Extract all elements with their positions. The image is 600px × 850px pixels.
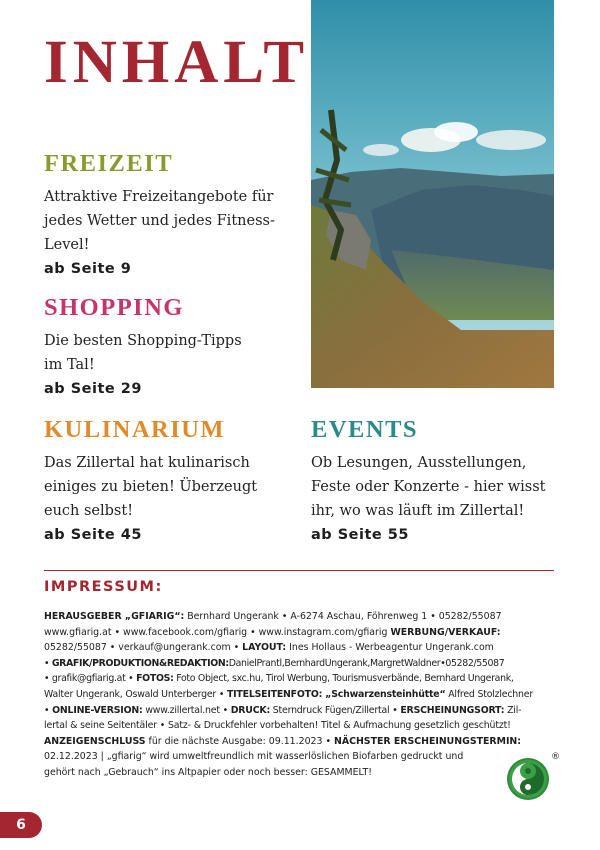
impressum-line: lertal & seine Seitentäler • Satz- & Druckfehler vorbehalten! Titel & Aufmachung gesetzlich geschützt! (44, 720, 511, 732)
page-title: INHALT (44, 29, 310, 96)
section-events (311, 418, 546, 543)
text-line: jedes Wetter und jedes Fitness- (44, 212, 275, 229)
impressum-text (44, 609, 554, 781)
section-heading: EVENTS (311, 416, 419, 443)
section-heading: FREIZEIT (44, 150, 174, 177)
impressum-line: www.gfiarig.at • www.facebook.com/gfiarig • www.instagram.com/gfiarig WERBUNG/VERKAUF: (44, 626, 501, 638)
page-reference: ab Seite 29 (44, 380, 142, 397)
section-kulinarium (44, 418, 257, 543)
section-heading: KULINARIUM (44, 416, 226, 443)
page-reference: ab Seite 55 (311, 526, 409, 543)
page-number: 6 (0, 812, 42, 838)
mountain-photo (311, 0, 554, 388)
impressum-line: • GRAFIK/PRODUKTION&REDAKTION:DanielPrantl,BernhardUngerank,MargretWaldner•05282/55087 (44, 657, 505, 669)
text-line: Die besten Shopping-Tipps (44, 332, 242, 349)
section-heading: SHOPPING (44, 294, 184, 321)
text-line: einiges zu bieten! Überzeugt (44, 478, 258, 495)
impressum-line: 05282/55087 • verkauf@ungerank.com • LAYOUT: Ines Hollaus - Werbeagentur Ungerank.com (44, 642, 494, 654)
page-reference: ab Seite 45 (44, 526, 142, 543)
text-line: Ob Lesungen, Ausstellungen, (311, 454, 527, 471)
impressum-line: ANZEIGENSCHLUSS für die nächste Ausgabe: 09.11.2023 • NÄCHSTER ERSCHEINUNGSTERMIN: (44, 735, 522, 747)
section-description (44, 185, 275, 257)
section-freizeit (44, 152, 275, 277)
impressum-line: • ONLINE-VERSION: www.zillertal.net • DRUCK: Sterndruck Fügen/Zillertal • ERSCHEINUNGSORT: Zil- (44, 704, 522, 716)
divider (44, 570, 554, 571)
impressum-line: Walter Ungerank, Oswald Unterberger • TITELSEITENFOTO: „Schwarzensteinhütte“ Alfred Stolzlechner (44, 688, 533, 700)
section-shopping (44, 296, 242, 397)
green-dot-recycling-icon (506, 757, 550, 801)
section-description (44, 329, 242, 377)
text-line: Level! (44, 236, 90, 253)
text-line: ihr, wo was läuft im Zillertal! (311, 502, 525, 519)
section-description (44, 451, 257, 523)
text-line: euch selbst! (44, 502, 134, 519)
text-line: Feste oder Konzerte - hier wisst (311, 478, 546, 495)
impressum-line: • grafik@gfiarig.at • FOTOS: Foto Object, sxc.hu, Tirol Werbung, Tourismusverbände, Bernhard Ungerank, (44, 673, 514, 685)
page-reference: ab Seite 9 (44, 260, 132, 277)
registered-mark: ® (551, 752, 560, 762)
impressum-line: 02.12.2023 | „gfiarig“ wird umweltfreundlich mit wasserlöslichen Biofarben gedruckt und (44, 751, 464, 763)
impressum-line: HERAUSGEBER „GFIARIG“: Bernhard Ungerank • A-6274 Aschau, Föhrenweg 1 • 05282/55087 (44, 611, 502, 622)
impressum-line: gehört nach „Gebrauch“ ins Altpapier oder noch besser: GESAMMELT! (44, 766, 372, 778)
impressum-title: IMPRESSUM: (44, 579, 163, 595)
text-line: Das Zillertal hat kulinarisch (44, 454, 250, 471)
section-description (311, 451, 546, 523)
text-line: Attraktive Freizeitangebote für (44, 188, 274, 205)
text-line: im Tal! (44, 356, 95, 373)
